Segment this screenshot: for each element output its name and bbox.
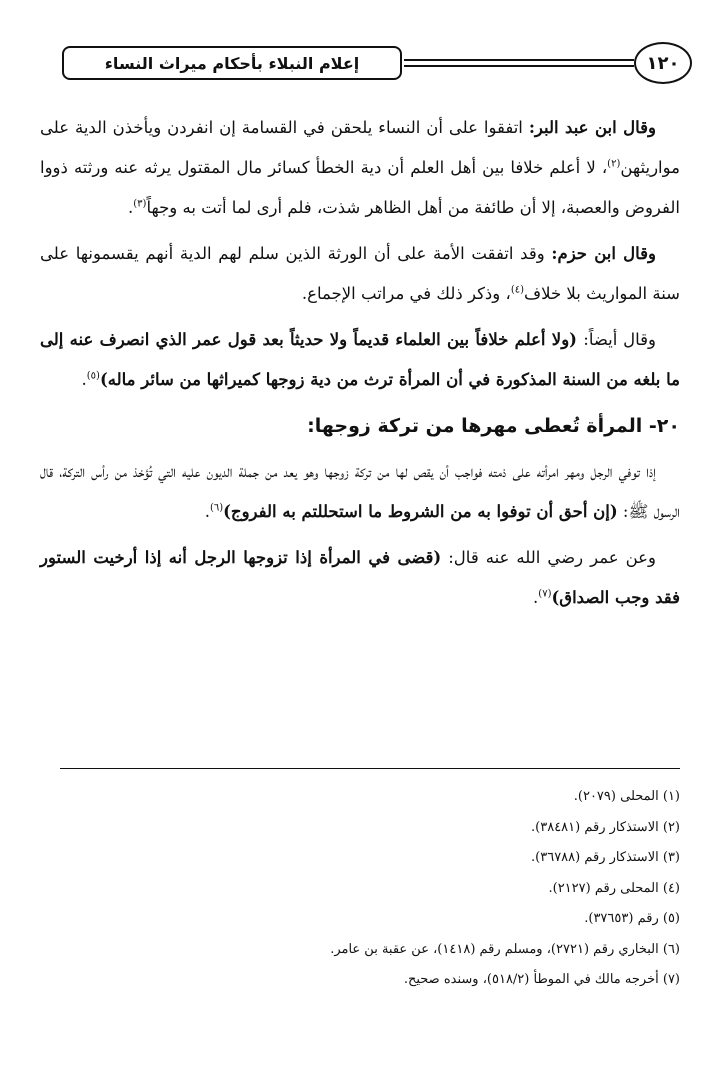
paragraph-ibn-abd-al-barr — [40, 108, 680, 228]
footnote: (٤) المحلى رقم (٢١٢٧). — [548, 880, 680, 896]
footnote: (٥) رقم (٣٧٦٥٣). — [584, 911, 680, 926]
footnote-divider — [60, 768, 680, 769]
hadith-quote: (إن أحق أن توفوا به من الشروط ما استحللتم به الفروج) — [223, 502, 618, 521]
text-run: اتفقوا على أن النساء يلحقن في القسامة إن انفردن ويأخذن الدية على مواريثهن — [40, 118, 680, 177]
text-run: وعن عمر رضي الله عنه قال: — [441, 548, 656, 567]
footnote-ref: (٣) — [133, 198, 147, 210]
speaker-lead: وقال ابن عبد البر: — [528, 118, 656, 137]
speaker-lead: وقال أيضاً: — [583, 330, 656, 349]
footnote-ref: (٤) — [510, 284, 524, 296]
footnote: (٢) الاستذكار رقم (٣٨٤٨١). — [531, 819, 680, 835]
section-heading: ٢٠- المرأة تُعطى مهرها من تركة زوجها: — [307, 415, 680, 437]
text-run: ، لا أعلم خلافا بين أهل العلم أن دية الخطأ كسائر مال المقتول يرثه عنه ورثته ذووا الفروض والعصبة، إلا أن طائفة من أهل الظاهر شذت، فلم أرى لما أتت به وجهاً — [40, 158, 680, 217]
footnote: (٧) أخرجه مالك في الموطأ (٥١٨/٢)، وسنده صحيح. — [403, 972, 680, 987]
text-run: . — [533, 588, 539, 607]
book-title: إعلام النبلاء بأحكام ميراث النساء — [62, 46, 402, 80]
page-number: ١٢٠ — [634, 42, 692, 84]
footnotes — [60, 782, 680, 996]
footnote-ref: (٢) — [607, 158, 621, 170]
footnote-ref: (٧) — [538, 588, 552, 600]
footnote: (٣) الاستذكار رقم (٣٦٧٨٨). — [531, 850, 680, 865]
text-run: . — [128, 198, 134, 217]
footnote: (٦) البخاري رقم (٢٧٢١)، ومسلم رقم (١٤١٨)، عن عقبة بن عامر. — [330, 941, 680, 957]
text-run: إذا توفي الرجل ومهر امرأته على ذمته فواجب أن يقص لها من تركة زوجها وهو يعد من جملة الديون عليه التي تُؤخذ من رأس التركة، قال الرسول ﷺ: — [40, 462, 680, 521]
text-run: . — [204, 502, 210, 521]
paragraph-umar — [40, 538, 680, 618]
text-run: ، وذكر ذلك في مراتب الإجماع. — [301, 284, 511, 303]
header-rule — [404, 59, 634, 61]
footnote-ref: (٦) — [209, 502, 224, 514]
text-run: . — [81, 370, 87, 389]
quote-text: (ولا أعلم خلافاً بين العلماء قديماً ولا حديثاً بعد قول عمر الذي انصرف عنه إلى ما بلغه من السنة المذكورة في أن المرأة ترث من دية زوجها كميراثها من سائر ماله) — [40, 330, 680, 389]
quote-text: (قضى في المرأة إذا تزوجها الرجل أنه إذا أرخيت الستور فقد وجب الصداق) — [40, 548, 680, 607]
footnote-ref: (٥) — [86, 370, 100, 382]
page-header — [60, 40, 690, 88]
footnote: (١) المحلى (٢٠٧٩). — [573, 789, 680, 804]
main-text — [40, 108, 680, 624]
paragraph-ibn-hazm — [40, 234, 680, 314]
paragraph-also-said — [40, 320, 680, 400]
speaker-lead: وقال ابن حزم: — [551, 244, 656, 263]
text-run: وقد اتفقت الأمة على أن الورثة الذين سلم لهم الدية أنهم يقسمونها على سنة المواريث بلا خلاف — [40, 244, 680, 303]
header-rule — [404, 65, 634, 67]
paragraph-dowry — [40, 452, 680, 532]
